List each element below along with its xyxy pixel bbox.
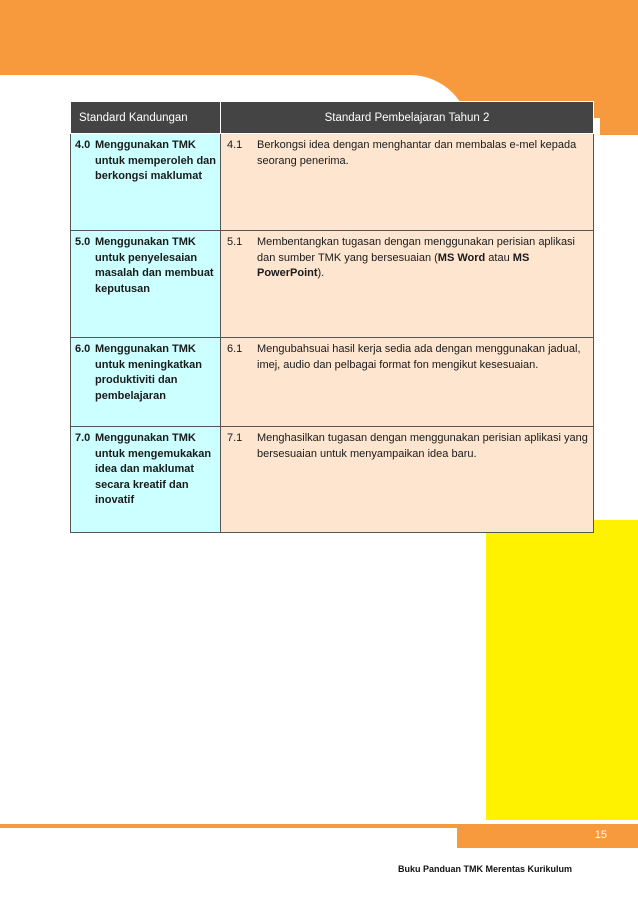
pembelajaran-text: Berkongsi idea dengan menghantar dan membalas e-mel kepada seorang penerima. (257, 139, 577, 167)
kandungan-number: 6.0 (75, 343, 91, 355)
kandungan-cell (71, 427, 221, 533)
side-yellow-block (486, 520, 638, 820)
table-row (71, 427, 594, 533)
header-standard-kandungan: Standard Kandungan (71, 102, 221, 134)
kandungan-cell (71, 231, 221, 338)
pembelajaran-number: 6.1 (227, 343, 243, 355)
pembelajaran-text: Membentangkan tugasan dengan menggunakan perisian aplikasi dan sumber TMK yang bersesuaian (MS Word atau MS PowerPoint). (257, 236, 576, 279)
kandungan-number: 5.0 (75, 236, 91, 248)
kandungan-number: 7.0 (75, 432, 91, 444)
kandungan-text: Menggunakan TMK untuk meningkatkan produktiviti dan pembelajaran (95, 343, 202, 402)
kandungan-text: Menggunakan TMK untuk memperoleh dan berkongsi maklumat (95, 139, 217, 182)
page-number: 15 (594, 829, 607, 841)
pembelajaran-number: 5.1 (227, 236, 243, 248)
pembelajaran-number: 7.1 (227, 432, 243, 444)
pembelajaran-cell (221, 134, 594, 231)
pembelajaran-text: Mengubahsuai hasil kerja sedia ada dengan menggunakan jadual, imej, audio dan pelbagai format fon mengikut kesesuaian. (257, 343, 581, 371)
kandungan-text: Menggunakan TMK untuk penyelesaian masalah dan membuat keputusan (95, 236, 214, 295)
pembelajaran-cell (221, 231, 594, 338)
kandungan-text: Menggunakan TMK untuk mengemukakan idea dan maklumat secara kreatif dan inovatif (95, 432, 212, 506)
pembelajaran-cell (221, 427, 594, 533)
pembelajaran-text: Menghasilkan tugasan dengan menggunakan perisian aplikasi yang bersesuaian untuk menyampaikan idea baru. (257, 432, 588, 460)
kandungan-number: 4.0 (75, 139, 91, 151)
table-row (71, 231, 594, 338)
kandungan-cell (71, 134, 221, 231)
pembelajaran-cell (221, 338, 594, 427)
kandungan-cell (71, 338, 221, 427)
header-right-orange-tab (600, 75, 638, 135)
table-header-row (71, 102, 594, 134)
pembelajaran-number: 4.1 (227, 139, 243, 151)
standards-table (70, 101, 594, 533)
table-row (71, 338, 594, 427)
header-standard-pembelajaran: Standard Pembelajaran Tahun 2 (221, 102, 594, 134)
table-row (71, 134, 594, 231)
footer-book-title: Buku Panduan TMK Merentas Kurikulum (397, 864, 572, 874)
